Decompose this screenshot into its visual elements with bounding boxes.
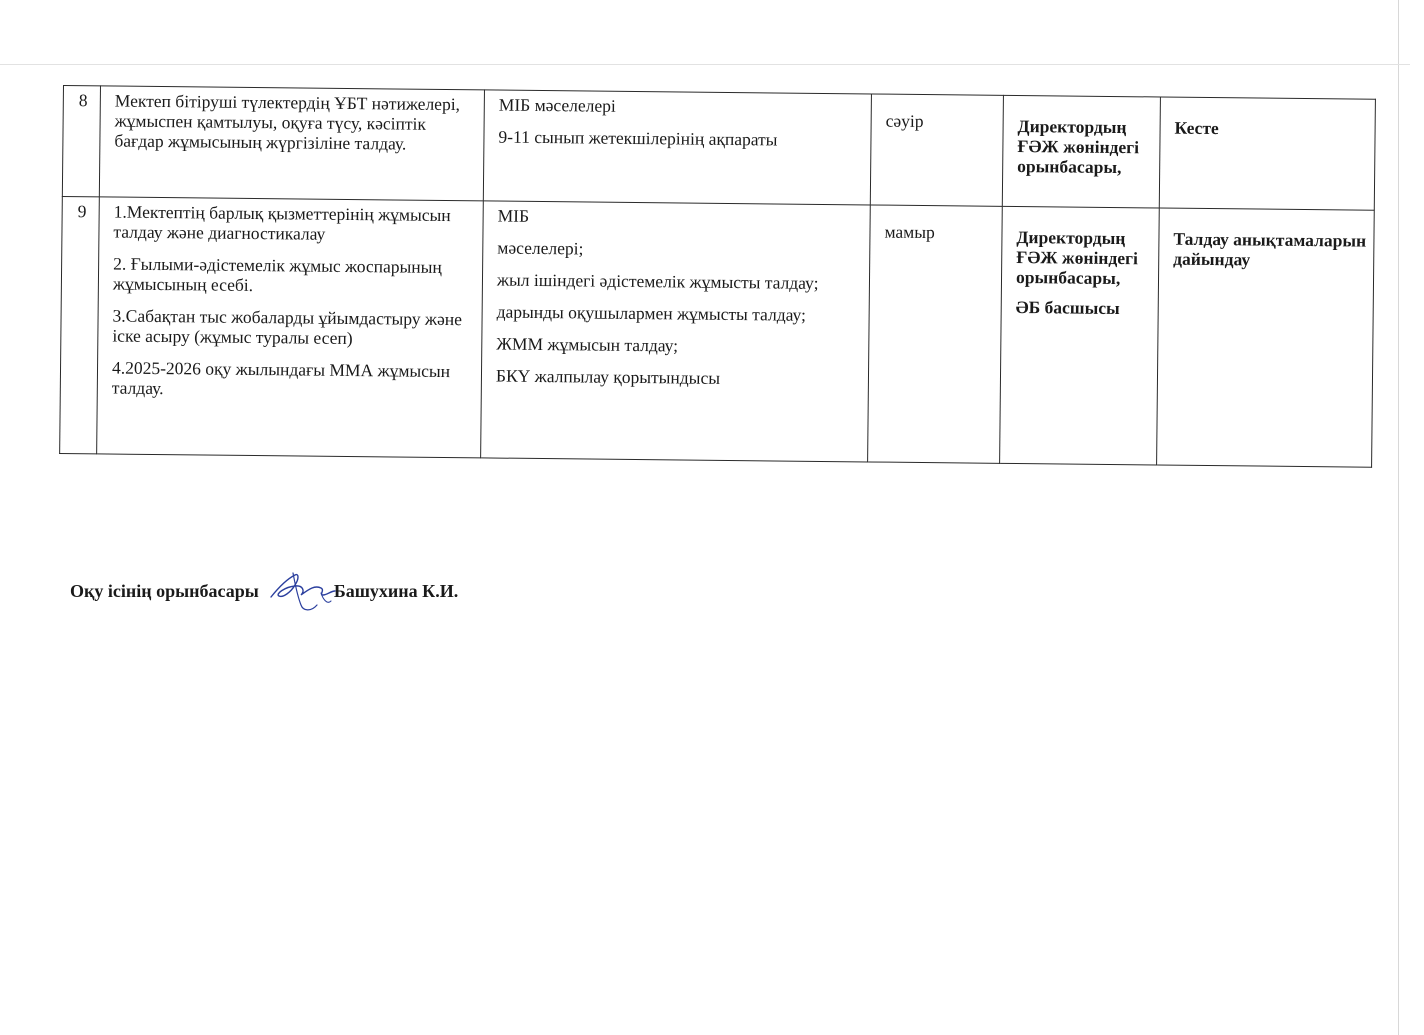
row-number: 9 xyxy=(60,196,100,453)
topic-text: 1.Мектептің барлық қызметтерінің жұмысын талдау және диагностикалау xyxy=(113,201,451,244)
result-text: Талдау анықтамаларын дайындау xyxy=(1173,228,1367,270)
result-cell xyxy=(1159,97,1375,210)
discussion-text: мәселелері; xyxy=(497,237,584,259)
month-text: мамыр xyxy=(884,221,935,243)
discussion-text: жыл ішіндегі әдістемелік жұмысты талдау; xyxy=(496,269,819,293)
topic-text: 3.Сабақтан тыс жобаларды ұйымдастыру және іске асыру (жұмыс туралы есеп) xyxy=(112,305,463,349)
topic-text: Мектеп бітіруші түлектердің ҰБТ нәтижелері, жұмыспен қамтылуы, оқуға түсу, кәсіптік бағдар жұмысының жүргізіліне талдау. xyxy=(114,90,461,154)
result-text: Кесте xyxy=(1174,117,1219,139)
responsible-text: ӘБ басшысы xyxy=(1015,296,1120,319)
month-cell xyxy=(870,94,1003,206)
signatory-role: Оқу ісінің орынбасары xyxy=(70,581,259,601)
topic-cell xyxy=(99,86,484,201)
month-cell xyxy=(868,205,1003,463)
work-plan-table xyxy=(59,85,1376,468)
discussion-text: МІБ мәселелері xyxy=(498,94,616,116)
topic-text: 4.2025-2026 оқу жылындағы ММА жұмысын талдау. xyxy=(111,357,451,399)
discussion-text: БКҮ жалпылау қорытындысы xyxy=(495,365,721,388)
table-row xyxy=(60,196,1375,467)
scan-edge xyxy=(1398,0,1399,1035)
discussion-cell xyxy=(481,201,871,462)
month-text: сәуір xyxy=(885,110,924,132)
scan-top-line xyxy=(0,64,1410,65)
responsible-cell xyxy=(1000,206,1160,465)
topic-cell xyxy=(97,197,484,458)
responsible-text: Директордың ҒӘЖ жөніндегі орынбасары, xyxy=(1015,226,1138,289)
row-number: 8 xyxy=(62,86,100,197)
table-row xyxy=(62,86,1375,211)
discussion-text: ЖММ жұмысын талдау; xyxy=(496,333,679,356)
responsible-text: Директордың ҒӘЖ жөніндегі орынбасары, xyxy=(1017,115,1140,178)
responsible-cell xyxy=(1002,95,1160,208)
result-cell xyxy=(1157,208,1375,467)
discussion-text: МІБ xyxy=(497,205,530,226)
discussion-text: дарынды оқушылармен жұмысты талдау; xyxy=(496,301,807,325)
signature-line xyxy=(70,565,458,615)
topic-text: 2. Ғылыми-әдістемелік жұмыс жоспарының жұмысының есебі. xyxy=(112,253,442,296)
discussion-cell xyxy=(483,90,871,205)
signatory-name: Башухина К.И. xyxy=(333,581,459,601)
discussion-text: 9-11 сынып жетекшілерінің ақпараты xyxy=(498,126,778,150)
